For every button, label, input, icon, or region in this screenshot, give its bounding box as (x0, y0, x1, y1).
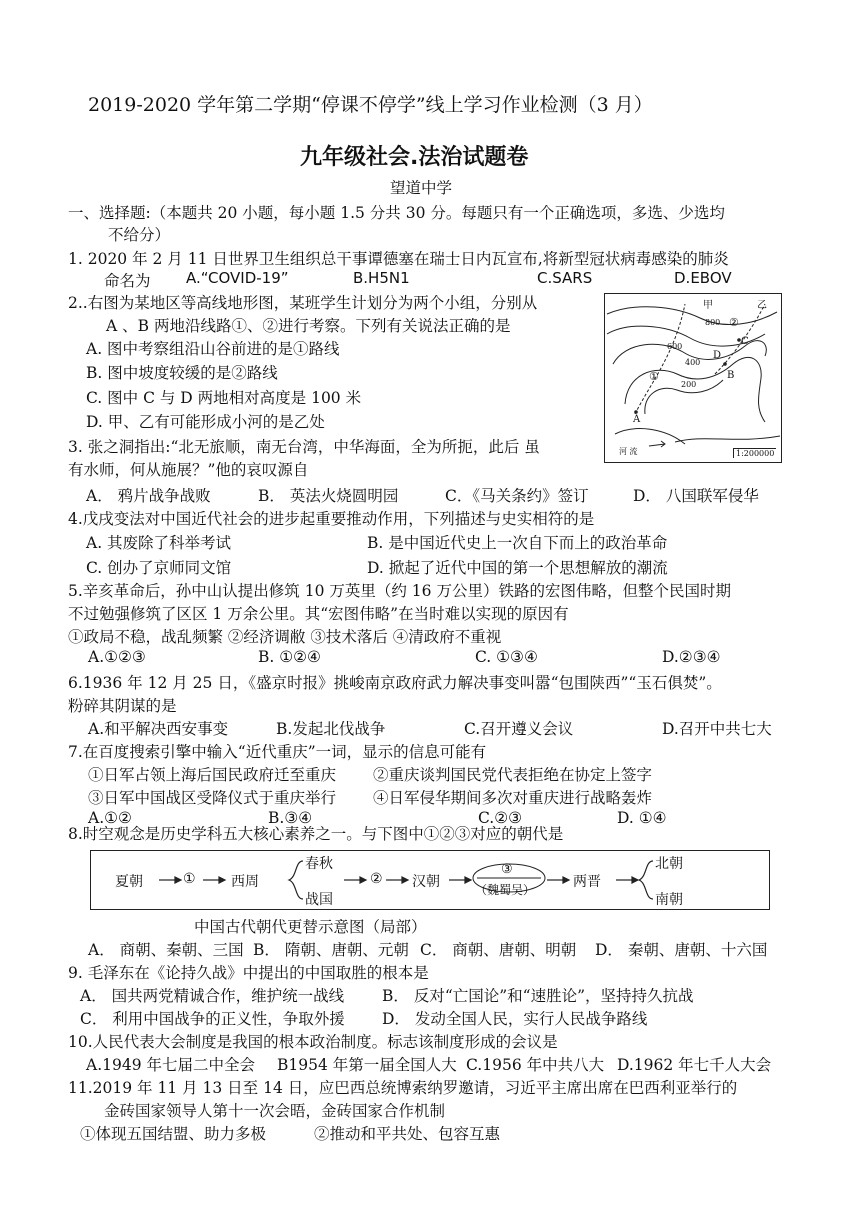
q6-option-d: D.召开中共七大 (662, 720, 772, 738)
question-1-cont: 命名为 (104, 272, 151, 290)
q7-statement-2: ②重庆谈判国民党代表拒绝在协定上签字 (373, 766, 653, 784)
q2-option-b: B. 图中坡度较缓的是②路线 (86, 364, 278, 382)
q9-option-a: A． 国共两党精诚合作，维护统一战线 (80, 987, 345, 1005)
timeline-chunqiu: 春秋 (305, 856, 333, 872)
q5-option-b: B. ①②④ (258, 648, 321, 666)
q1-option-a: A.“COVID-19” (186, 269, 289, 287)
q10-option-b: B1954 年第一届全国人大 (277, 1056, 457, 1074)
map-label-a: A (633, 414, 641, 425)
q2-option-d: D. 甲、乙有可能形成小河的是乙处 (86, 413, 325, 431)
q10-option-c: C.1956 年中共八大 (466, 1056, 605, 1074)
timeline-xizhou: 西周 (231, 874, 259, 890)
q8-option-a: A． 商朝、秦朝、三国 (88, 941, 244, 959)
q5-option-d: D.②③④ (662, 648, 721, 666)
q7-option-a: A.①② (88, 809, 132, 827)
q9-option-b: B． 反对“亡国论”和“速胜论”，坚持持久抗战 (382, 987, 694, 1005)
q4-option-a: A. 其废除了科举考试 (86, 534, 232, 552)
question-2-cont: A 、B 两地沿线路①、②进行考察。下列有关说法正确的是 (106, 317, 511, 335)
q7-option-d: D. ①④ (617, 809, 667, 827)
map-label-d: D (713, 350, 722, 361)
map-label-yi: 乙 (757, 300, 767, 311)
q4-option-c: C. 创办了京师同文馆 (86, 559, 232, 577)
q2-option-c: C. 图中 C 与 D 两地相对高度是 100 米 (86, 389, 362, 407)
q1-option-d: D.EBOV (674, 269, 732, 287)
q10-option-d: D.1962 年七千人大会 (617, 1056, 772, 1074)
q2-option-a: A. 图中考察组沿山谷前进的是①路线 (86, 340, 340, 358)
q7-statement-4: ④日军侵华期间多次对重庆进行战略轰炸 (373, 789, 653, 807)
q7-statement-3: ③日军中国战区受降仪式于重庆举行 (88, 789, 337, 807)
timeline-beichao: 北朝 (655, 856, 683, 872)
q8-option-c: C． 商朝、唐朝、明朝 (420, 941, 577, 959)
q11-statement-1: ①体现五国结盟、助力多极 (80, 1125, 267, 1143)
contour-map (604, 293, 782, 463)
q8-option-b: B． 隋朝、唐朝、元朝 (253, 941, 409, 959)
timeline-caption: 中国古代朝代更替示意图（局部） (194, 918, 427, 936)
q1-option-c: C.SARS (537, 269, 593, 287)
question-11-cont: 金砖国家领导人第十一次会晤，金砖国家合作机制 (104, 1102, 446, 1120)
q10-option-a: A.1949 年七届二中全会 (86, 1056, 255, 1074)
q6-option-b: B.发起北伐战争 (276, 720, 386, 738)
question-10: 10.人民代表大会制度是我国的根本政治制度。标志该制度形成的会议是 (68, 1033, 558, 1051)
q11-statement-2: ②推动和平共处、包容互惠 (314, 1125, 501, 1143)
q4-option-d: D. 掀起了近代中国的第一个思想解放的潮流 (367, 559, 668, 577)
question-6-cont: 粉碎其阴谋的是 (68, 697, 177, 715)
q7-statement-1: ①日军占领上海后国民政府迁至重庆 (88, 766, 337, 784)
timeline-weishuwu: （魏蜀吴） (475, 883, 536, 897)
map-label-route1: ① (649, 370, 659, 383)
q9-option-c: C． 利用中国战争的正义性，争取外援 (80, 1010, 345, 1028)
question-3: 3. 张之洞指出:“北无旅顺，南无台湾，中华海面，全为所扼，此后 虽 (68, 438, 540, 456)
timeline-blank-3: ③ (501, 862, 513, 877)
q5-option-c: C. ①③④ (475, 648, 538, 666)
exam-header-line1: 2019-2020 学年第二学期“停课不停学”线上学习作业检测（3 月） (88, 94, 653, 116)
question-5-cont: 不过勉强修筑了区区 1 万余公里。其“宏图伟略”在当时难以实现的原因有 (68, 605, 569, 623)
exam-title: 九年级社会.法治试题卷 (300, 145, 529, 170)
q1-option-b: B.H5N1 (353, 269, 410, 287)
question-8: 8.时空观念是历史学科五大核心素养之一。与下图中①②③对应的朝代是 (68, 825, 564, 843)
question-5: 5.辛亥革命后，孙中山认提出修筑 10 万英里（约 16 万公里）铁路的宏图伟略，但整个民国时期 (68, 582, 731, 600)
map-label-800: 800 (705, 318, 721, 327)
q9-option-d: D． 发动全国人民，实行人民战争路线 (382, 1010, 648, 1028)
timeline-blank-2: ② (370, 871, 383, 887)
q7-option-c: C.②③ (478, 809, 523, 827)
map-label-200: 200 (681, 380, 697, 389)
map-label-400: 400 (685, 358, 701, 367)
question-2: 2..右图为某地区等高线地形图，某班学生计划分为两个小组，分别从 (68, 294, 538, 312)
timeline-xia: 夏朝 (115, 874, 143, 890)
map-scale: 1:200000 (733, 448, 776, 458)
question-6: 6.1936 年 12 月 25 日，《盛京时报》挑峻南京政府武力解决事变叫嚣“包围陕西”“玉石俱焚”。 (68, 674, 722, 692)
timeline-blank-1: ① (183, 871, 196, 887)
q3-option-b: B． 英法火烧圆明园 (258, 487, 399, 505)
timeline-zhanguo: 战国 (305, 892, 333, 908)
question-1: 1. 2020 年 2 月 11 日世界卫生组织总干事谭德塞在瑞士日内瓦宣布,将新型冠状病毒感染的肺炎 (68, 250, 729, 268)
map-label-c: C (741, 336, 749, 347)
section-heading-cont: 不给分） (108, 226, 171, 244)
q7-option-b: B.③④ (268, 809, 313, 827)
map-label-b: B (727, 370, 735, 381)
q5-statements: ①政局不稳，战乱频繁 ②经济调敝 ③技术落后 ④清政府不重视 (68, 628, 502, 646)
q3-option-d: D． 八国联军侵华 (633, 487, 759, 505)
timeline-nanchao: 南朝 (655, 892, 683, 908)
q3-option-a: A． 鸦片战争战败 (86, 487, 211, 505)
map-label-600: 600 (667, 342, 683, 351)
question-11: 11.2019 年 11 月 13 日至 14 日，应巴西总统博索纳罗邀请，习近平主席出席在巴西利亚举行的 (68, 1079, 738, 1097)
q5-option-a: A.①②③ (88, 648, 146, 666)
timeline-liangjin: 两晋 (573, 874, 601, 890)
section-heading: 一、选择题:（本题共 20 小题，每小题 1.5 分共 30 分。每题只有一个正确选项，多选、少选均 (68, 204, 725, 222)
q6-option-a: A.和平解决西安事变 (88, 720, 229, 738)
contour-map-drawing (605, 294, 781, 462)
dynasty-timeline (90, 850, 770, 910)
q3-option-c: C．《马关条约》签订 (445, 487, 589, 505)
question-4: 4.戊戌变法对中国近代社会的进步起重要推动作用，下列描述与史实相符的是 (68, 510, 595, 528)
map-label-route2: ② (729, 316, 739, 329)
q6-option-c: C.召开遵义会议 (464, 720, 574, 738)
map-label-jia: 甲 (703, 300, 713, 311)
question-3-cont: 有水师，何从施展？”他的哀叹源自 (68, 461, 309, 479)
question-9: 9. 毛泽东在《论持久战》中提出的中国取胜的根本是 (68, 964, 429, 982)
school-name: 望道中学 (390, 179, 453, 197)
q4-option-b: B. 是中国近代史上一次自下而上的政治革命 (367, 534, 668, 552)
timeline-han: 汉朝 (412, 874, 440, 890)
map-label-river: 河 流 (619, 447, 638, 456)
question-7: 7.在百度搜索引擎中输入“近代重庆”一词，显示的信息可能有 (68, 743, 487, 761)
q8-option-d: D． 秦朝、唐朝、十六国 (595, 941, 768, 959)
